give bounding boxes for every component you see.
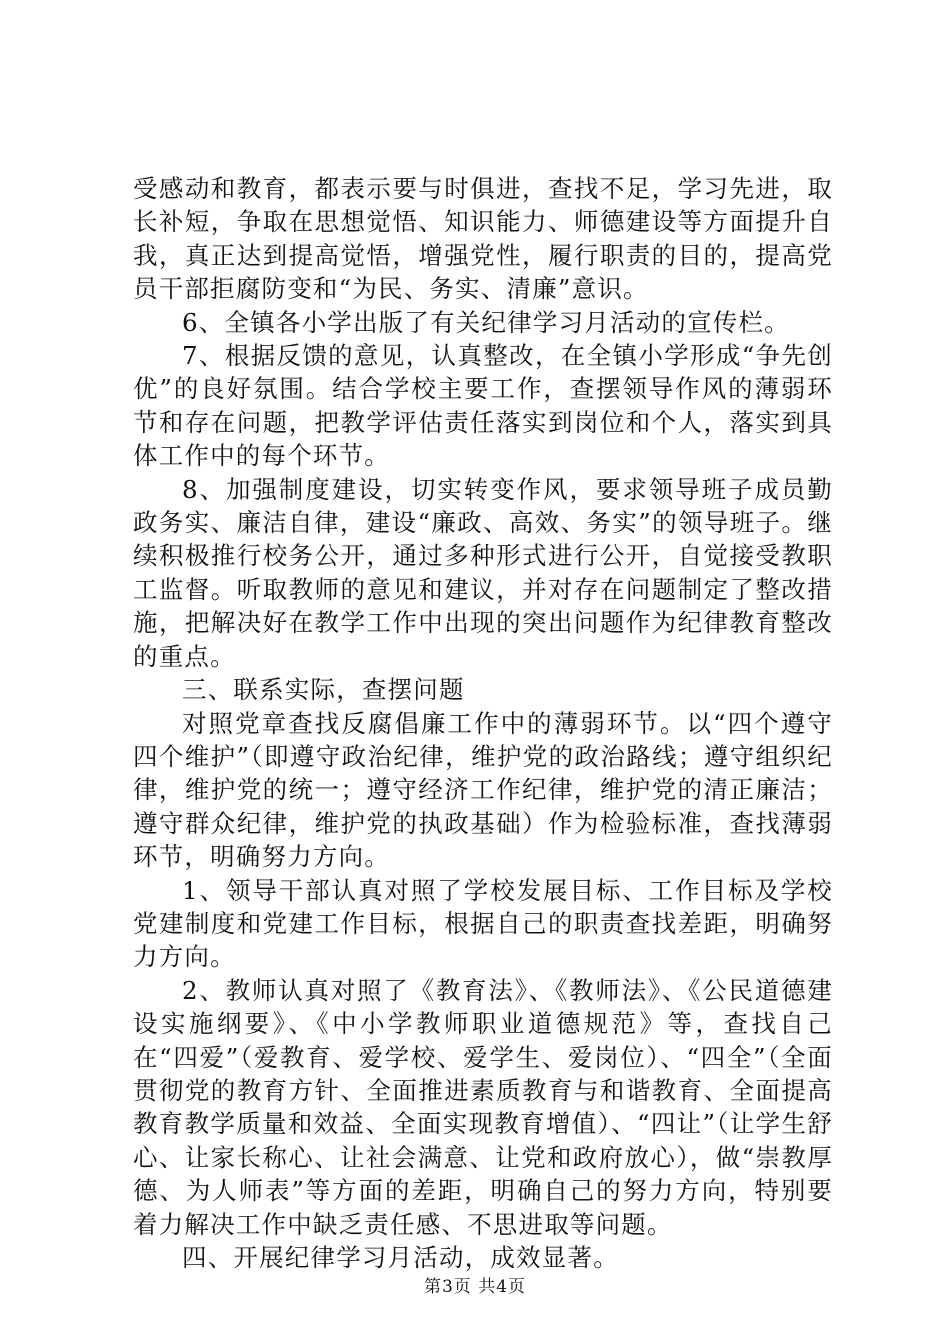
- paragraph-item-8: 8、加强制度建设，切实转变作风，要求领导班子成员勤政务实、廉洁自律，建设“廉政、高效、务实”的领导班子。继续积极推行校务公开，通过多种形式进行公开，自觉接受教职工监督。听取教师的意见和建议，并对存在问题制定了整改措施，把解决好在教学工作中出现的突出问题作为纪律教育整改的重点。: [133, 474, 833, 671]
- section-heading-4: 四、开展纪律学习月活动，成效显著。: [182, 1243, 619, 1272]
- document-body: [133, 172, 833, 1274]
- paragraph-section-3-item-2: 2、教师认真对照了《教育法》、《教师法》、《公民道德建设实施纲要》、《中小学教师职业道德规范》等，查找自己在“四爱”（爱教育、爱学校、爱学生、爱岗位）、“四全”（全面贯彻党的教育方针、全面推进素质教育与和谐教育、全面提高教育教学质量和效益、全面实现教育增值）、“四让”（让学生舒心、让家长称心、让社会满意、让党和政府放心），做“崇教厚德、为人师表”等方面的差距，明确自己的努力方向，特别要着力解决工作中缺乏责任感、不思进取等问题。: [133, 975, 833, 1239]
- section-heading-3: 三、联系实际，查摆问题: [182, 675, 465, 705]
- paragraph-section-3-item-1: 1、领导干部认真对照了学校发展目标、工作目标及学校党建制度和党建工作目标，根据自己的职责查找差距，明确努力方向。: [133, 875, 833, 972]
- page-number: 第3页 共4页: [423, 1277, 527, 1297]
- paragraph-item-6: 6、全镇各小学出版了有关纪律学习月活动的宣传栏。: [182, 307, 790, 337]
- paragraph-continuation: 受感动和教育，都表示要与时俱进，查找不足，学习先进，取长补短，争取在思想觉悟、知识能力、师德建设等方面提升自我，真正达到提高觉悟，增强党性，履行职责的目的，提高党员干部拒腐防变和“为民、务实、清廉”意识。: [133, 174, 833, 304]
- paragraph-item-7: 7、根据反馈的意见，认真整改，在全镇小学形成“争先创优”的良好氛围。结合学校主要工作，查摆领导作风的薄弱环节和存在问题，把教学评估责任落实到岗位和个人，落实到具体工作中的每个环节。: [133, 341, 833, 471]
- paragraph-section-3-intro: 对照党章查找反腐倡廉工作中的薄弱环节。以“四个遵守四个维护”（即遵守政治纪律，维护党的政治路线；遵守组织纪律，维护党的统一；遵守经济工作纪律，维护党的清正廉洁；遵守群众纪律，维护党的执政基础）作为检验标准，查找薄弱环节，明确努力方向。: [133, 708, 833, 872]
